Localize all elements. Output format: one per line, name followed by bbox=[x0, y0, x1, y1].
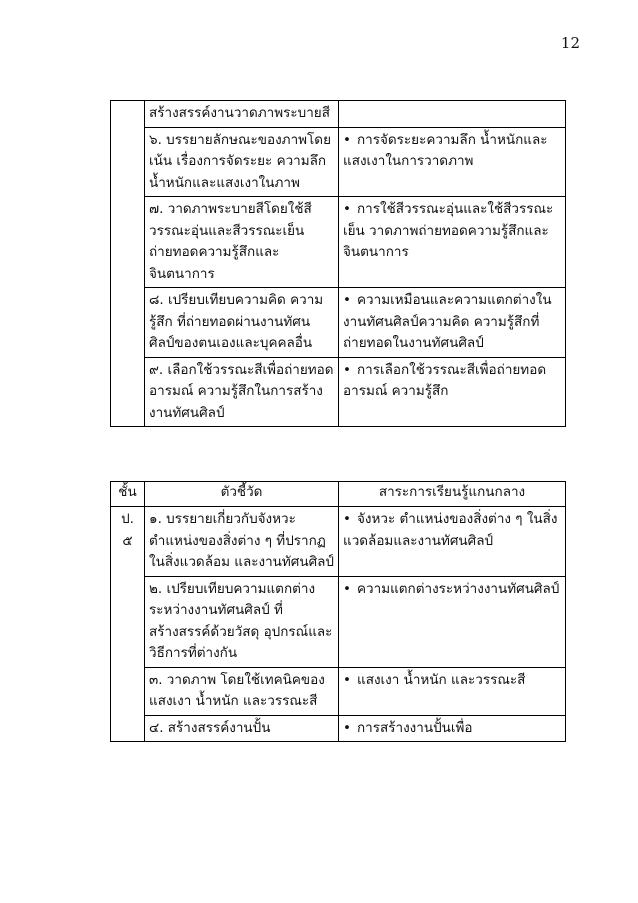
table-row bbox=[111, 357, 566, 427]
indicator-table-continued bbox=[110, 100, 566, 427]
indicator-cell: ๒. เปรียบเทียบความแตกต่างระหว่างงานทัศนศิลป์ ที่สร้างสรรค์ด้วยวัสดุ อุปกรณ์และวิธีการที่ต่างกัน bbox=[145, 576, 339, 667]
bullet-icon: • bbox=[343, 292, 351, 308]
bullet-icon: • bbox=[343, 580, 351, 597]
table-row bbox=[111, 507, 566, 577]
content-cell bbox=[339, 357, 566, 427]
content-cell bbox=[339, 197, 566, 288]
content-cell bbox=[339, 715, 566, 742]
content-cell bbox=[339, 288, 566, 358]
table-row bbox=[111, 667, 566, 715]
content-cell bbox=[339, 576, 566, 667]
content-text: การสร้างงานปั้นเพื่อ bbox=[357, 719, 473, 736]
page-number: 12 bbox=[560, 34, 580, 52]
indicator-cell: ๓. วาดภาพ โดยใช้เทคนิคของแสงเงา น้ำหนัก และวรรณะสี bbox=[145, 667, 339, 715]
content-cell bbox=[339, 101, 566, 128]
indicator-cell: สร้างสรรค์งานวาดภาพระบายสี bbox=[145, 101, 339, 128]
grade-cell: ป. ๕ bbox=[111, 507, 145, 742]
header-content: สาระการเรียนรู้แกนกลาง bbox=[339, 482, 566, 507]
content-text: ความเหมือนและความแตกต่างในงานทัศนศิลป์ความคิด ความรู้สึกที่ถ่ายทอดในงานทัศนศิลป์ bbox=[343, 292, 552, 351]
table-row bbox=[111, 576, 566, 667]
bullet-icon: • bbox=[343, 131, 351, 148]
grade-cell bbox=[111, 101, 145, 427]
header-grade: ชั้น bbox=[111, 482, 145, 507]
content-text: การจัดระยะความลึก น้ำหนักและแสงเงาในการวาดภาพ bbox=[343, 131, 548, 169]
bullet-icon: • bbox=[343, 511, 351, 527]
content-text: การเลือกใช้วรรณะสีเพื่อถ่ายทอดอารมณ์ ความรู้สึก bbox=[343, 361, 547, 399]
indicator-cell: ๑. บรรยายเกี่ยวกับจังหวะตำแหน่งของสิ่งต่าง ๆ ที่ปรากฏในสิ่งแวดล้อม และงานทัศนศิลป์ bbox=[145, 507, 339, 577]
table-row bbox=[111, 288, 566, 358]
bullet-icon: • bbox=[343, 201, 351, 217]
content-cell bbox=[339, 507, 566, 577]
indicator-cell: ๙. เลือกใช้วรรณะสีเพื่อถ่ายทอดอารมณ์ ความรู้สึกในการสร้างงานทัศนศิลป์ bbox=[145, 357, 339, 427]
content-text: แสงเงา น้ำหนัก และวรรณะสี bbox=[357, 671, 526, 688]
bullet-icon: • bbox=[343, 361, 351, 378]
indicator-cell: ๗. วาดภาพระบายสีโดยใช้สีวรรณะอุ่นและสีวรรณะเย็น ถ่ายทอดความรู้สึกและจินตนาการ bbox=[145, 197, 339, 288]
content-cell bbox=[339, 667, 566, 715]
table-row bbox=[111, 197, 566, 288]
indicator-cell: ๘. เปรียบเทียบความคิด ความรู้สึก ที่ถ่ายทอดผ่านงานทัศนศิลป์ของตนเองและบุคคลอื่น bbox=[145, 288, 339, 358]
bullet-icon: • bbox=[343, 671, 351, 688]
bullet-icon: • bbox=[343, 719, 351, 736]
indicator-cell: ๔. สร้างสรรค์งานปั้น bbox=[145, 715, 339, 742]
table-row bbox=[111, 127, 566, 197]
table-header-row bbox=[111, 482, 566, 507]
table-row bbox=[111, 101, 566, 128]
content-text: จังหวะ ตำแหน่งของสิ่งต่าง ๆ ในสิ่งแวดล้อมและงานทัศนศิลป์ bbox=[343, 511, 558, 549]
content-text: การใช้สีวรรณะอุ่นและใช้สีวรรณะเย็น วาดภาพถ่ายทอดความรู้สึกและจินตนาการ bbox=[343, 201, 554, 260]
indicator-table-grade-5 bbox=[110, 481, 566, 742]
table-row bbox=[111, 715, 566, 742]
header-indicator: ตัวชี้วัด bbox=[145, 482, 339, 507]
indicator-cell: ๖. บรรยายลักษณะของภาพโดยเน้น เรื่องการจัดระยะ ความลึก น้ำหนักและแสงเงาในภาพ bbox=[145, 127, 339, 197]
content-cell bbox=[339, 127, 566, 197]
content-text: ความแตกต่างระหว่างงานทัศนศิลป์ bbox=[357, 580, 560, 597]
